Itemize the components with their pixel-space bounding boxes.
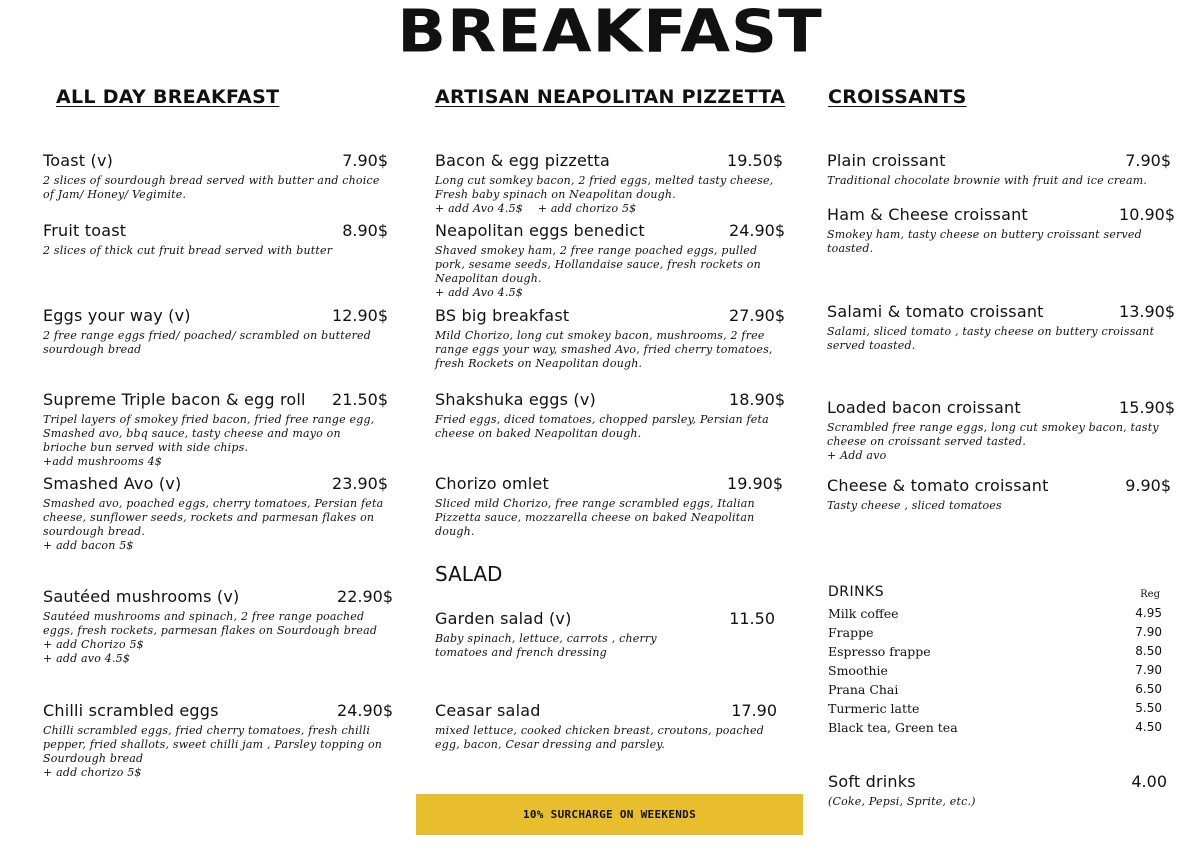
item-name: Soft drinks <box>828 772 916 791</box>
item-price: 10.90$ <box>1119 205 1175 224</box>
item-description: Fried eggs, diced tomatoes, chopped parsley, Persian feta cheese on baked Neapolitan dough. <box>435 413 769 440</box>
drink-row <box>828 718 1162 737</box>
menu-item <box>827 476 1171 513</box>
item-name: Shakshuka eggs (v) <box>435 390 596 409</box>
item-name: Sautéed mushrooms (v) <box>43 587 240 606</box>
item-price: 9.90$ <box>1125 476 1171 495</box>
item-price: 24.90$ <box>729 221 785 240</box>
size-label: Reg <box>1140 589 1160 600</box>
soft-drinks-item <box>828 772 1167 809</box>
menu-item <box>43 474 388 553</box>
item-name: Eggs your way (v) <box>43 306 191 325</box>
drink-name: Turmeric latte <box>828 701 920 716</box>
item-description: Smokey ham, tasty cheese on buttery croissant served toasted. <box>827 228 1142 255</box>
menu-item <box>435 474 783 539</box>
item-price: 7.90$ <box>1125 151 1171 170</box>
menu-item <box>827 151 1171 188</box>
drink-price: 7.90 <box>1135 663 1162 677</box>
menu-item <box>43 151 388 202</box>
item-price: 15.90$ <box>1119 398 1175 417</box>
item-price: 8.90$ <box>342 221 388 240</box>
item-price: 23.90$ <box>332 474 388 493</box>
item-name: Ham & Cheese croissant <box>827 205 1028 224</box>
item-price: 22.90$ <box>337 587 393 606</box>
item-price: 4.00 <box>1131 772 1167 791</box>
drink-price: 6.50 <box>1135 682 1162 696</box>
section-heading-croissants: CROISSANTS <box>828 86 967 108</box>
page-title: BREAKFAST <box>397 0 823 67</box>
item-description: 2 slices of thick cut fruit bread served with butter <box>43 244 333 257</box>
item-price: 27.90$ <box>729 306 785 325</box>
drink-row <box>828 642 1162 661</box>
drink-row <box>828 604 1162 623</box>
drink-price: 7.90 <box>1135 625 1162 639</box>
menu-item <box>435 390 785 441</box>
menu-item <box>827 302 1175 353</box>
drink-name: Prana Chai <box>828 682 899 697</box>
item-name: Garden salad (v) <box>435 609 572 628</box>
item-description: Chilli scrambled eggs, fried cherry tomatoes, fresh chilli pepper, fried shallots, sweet chilli jam , Parsley topping on Sourdough bread + add chorizo 5$ <box>43 724 383 779</box>
item-name: Chilli scrambled eggs <box>43 701 219 720</box>
item-name: BS big breakfast <box>435 306 570 325</box>
menu-item <box>435 306 785 371</box>
item-name: Neapolitan eggs benedict <box>435 221 645 240</box>
item-description: Sliced mild Chorizo, free range scrambled eggs, Italian Pizzetta sauce, mozzarella cheese on baked Neapolitan dough. <box>435 497 755 538</box>
item-description: (Coke, Pepsi, Sprite, etc.) <box>828 795 976 808</box>
item-name: Fruit toast <box>43 221 127 240</box>
item-description: Traditional chocolate brownie with fruit and ice cream. <box>827 174 1148 187</box>
item-name: Toast (v) <box>43 151 114 170</box>
section-heading-pizzetta: ARTISAN NEAPOLITAN PIZZETTA <box>435 86 786 108</box>
menu-item <box>435 701 777 752</box>
item-price: 11.50 <box>729 609 775 628</box>
section-heading-all-day-breakfast: ALL DAY BREAKFAST <box>56 86 280 108</box>
item-price: 24.90$ <box>337 701 393 720</box>
item-description: mixed lettuce, cooked chicken breast, croutons, poached egg, bacon, Cesar dressing and parsley. <box>435 724 764 751</box>
item-name: Ceasar salad <box>435 701 541 720</box>
item-description: Sautéed mushrooms and spinach, 2 free range poached eggs, fresh rockets, parmesan flakes on Sourdough bread + add Chorizo 5$ + add avo 4.5$ <box>43 610 378 665</box>
item-name: Chorizo omlet <box>435 474 549 493</box>
menu-item <box>43 701 393 780</box>
item-price: 19.50$ <box>727 151 783 170</box>
drink-price: 4.50 <box>1135 720 1162 734</box>
item-description: Baby spinach, lettuce, carrots , cherry tomatoes and french dressing <box>435 632 657 659</box>
item-name: Loaded bacon croissant <box>827 398 1021 417</box>
section-heading-salad: SALAD <box>435 562 503 586</box>
drink-name: Milk coffee <box>828 606 899 621</box>
item-price: 12.90$ <box>332 306 388 325</box>
drink-row <box>828 661 1162 680</box>
menu-item <box>827 205 1175 256</box>
menu-item <box>43 221 388 258</box>
menu-item <box>827 398 1175 463</box>
item-price: 13.90$ <box>1119 302 1175 321</box>
item-description: Long cut somkey bacon, 2 fried eggs, melted tasty cheese, Fresh baby spinach on Neapolitan dough. + add Avo 4.5$ + add chorizo 5$ <box>435 174 774 215</box>
menu-item <box>435 609 775 660</box>
drink-name: Frappe <box>828 625 874 640</box>
surcharge-banner: 10% SURCHARGE ON WEEKENDS <box>416 794 803 835</box>
drink-price: 8.50 <box>1135 644 1162 658</box>
item-name: Cheese & tomato croissant <box>827 476 1049 495</box>
menu-item <box>43 587 393 666</box>
item-price: 7.90$ <box>342 151 388 170</box>
drinks-heading: DRINKS <box>828 584 885 600</box>
item-description: Tasty cheese , sliced tomatoes <box>827 499 1002 512</box>
item-description: Salami, sliced tomato , tasty cheese on buttery croissant served toasted. <box>827 325 1155 352</box>
item-description: Smashed avo, poached eggs, cherry tomatoes, Persian feta cheese, sunflower seeds, rockets and parmesan flakes on sourdough bread. + add bacon 5$ <box>43 497 384 552</box>
item-price: 19.90$ <box>727 474 783 493</box>
item-name: Bacon & egg pizzetta <box>435 151 610 170</box>
menu-item <box>435 151 783 216</box>
menu-item <box>435 221 785 300</box>
item-name: Supreme Triple bacon & egg roll <box>43 390 306 409</box>
item-name: Salami & tomato croissant <box>827 302 1044 321</box>
item-description: 2 slices of sourdough bread served with butter and choice of Jam/ Honey/ Vegimite. <box>43 174 380 201</box>
item-description: 2 free range eggs fried/ poached/ scrambled on buttered sourdough bread <box>43 329 371 356</box>
item-name: Plain croissant <box>827 151 946 170</box>
drink-row <box>828 623 1162 642</box>
drink-name: Smoothie <box>828 663 888 678</box>
item-description: Scrambled free range eggs, long cut smokey bacon, tasty cheese on croissant served tasted. + Add avo <box>827 421 1159 462</box>
item-name: Smashed Avo (v) <box>43 474 182 493</box>
drink-price: 4.95 <box>1135 606 1162 620</box>
item-description: Shaved smokey ham, 2 free range poached eggs, pulled pork, sesame seeds, Hollandaise sauce, fresh rockets on Neapolitan dough. + add Avo 4.5$ <box>435 244 761 299</box>
drink-name: Espresso frappe <box>828 644 931 659</box>
menu-item <box>43 306 388 357</box>
drink-row <box>828 699 1162 718</box>
drink-row <box>828 680 1162 699</box>
item-description: Mild Chorizo, long cut smokey bacon, mushrooms, 2 free range eggs your way, smashed Avo, fried cherry tomatoes, fresh Rockets on Neapolitan dough. <box>435 329 773 370</box>
item-price: 21.50$ <box>332 390 388 409</box>
item-price: 17.90 <box>731 701 777 720</box>
menu-item <box>43 390 388 469</box>
drinks-list <box>828 584 1162 737</box>
item-description: Tripel layers of smokey fried bacon, fried free range egg, Smashed avo, bbq sauce, tasty cheese and mayo on brioche bun served with side chips. +add mushrooms 4$ <box>43 413 375 468</box>
item-price: 18.90$ <box>729 390 785 409</box>
drink-price: 5.50 <box>1135 701 1162 715</box>
drink-name: Black tea, Green tea <box>828 720 958 735</box>
